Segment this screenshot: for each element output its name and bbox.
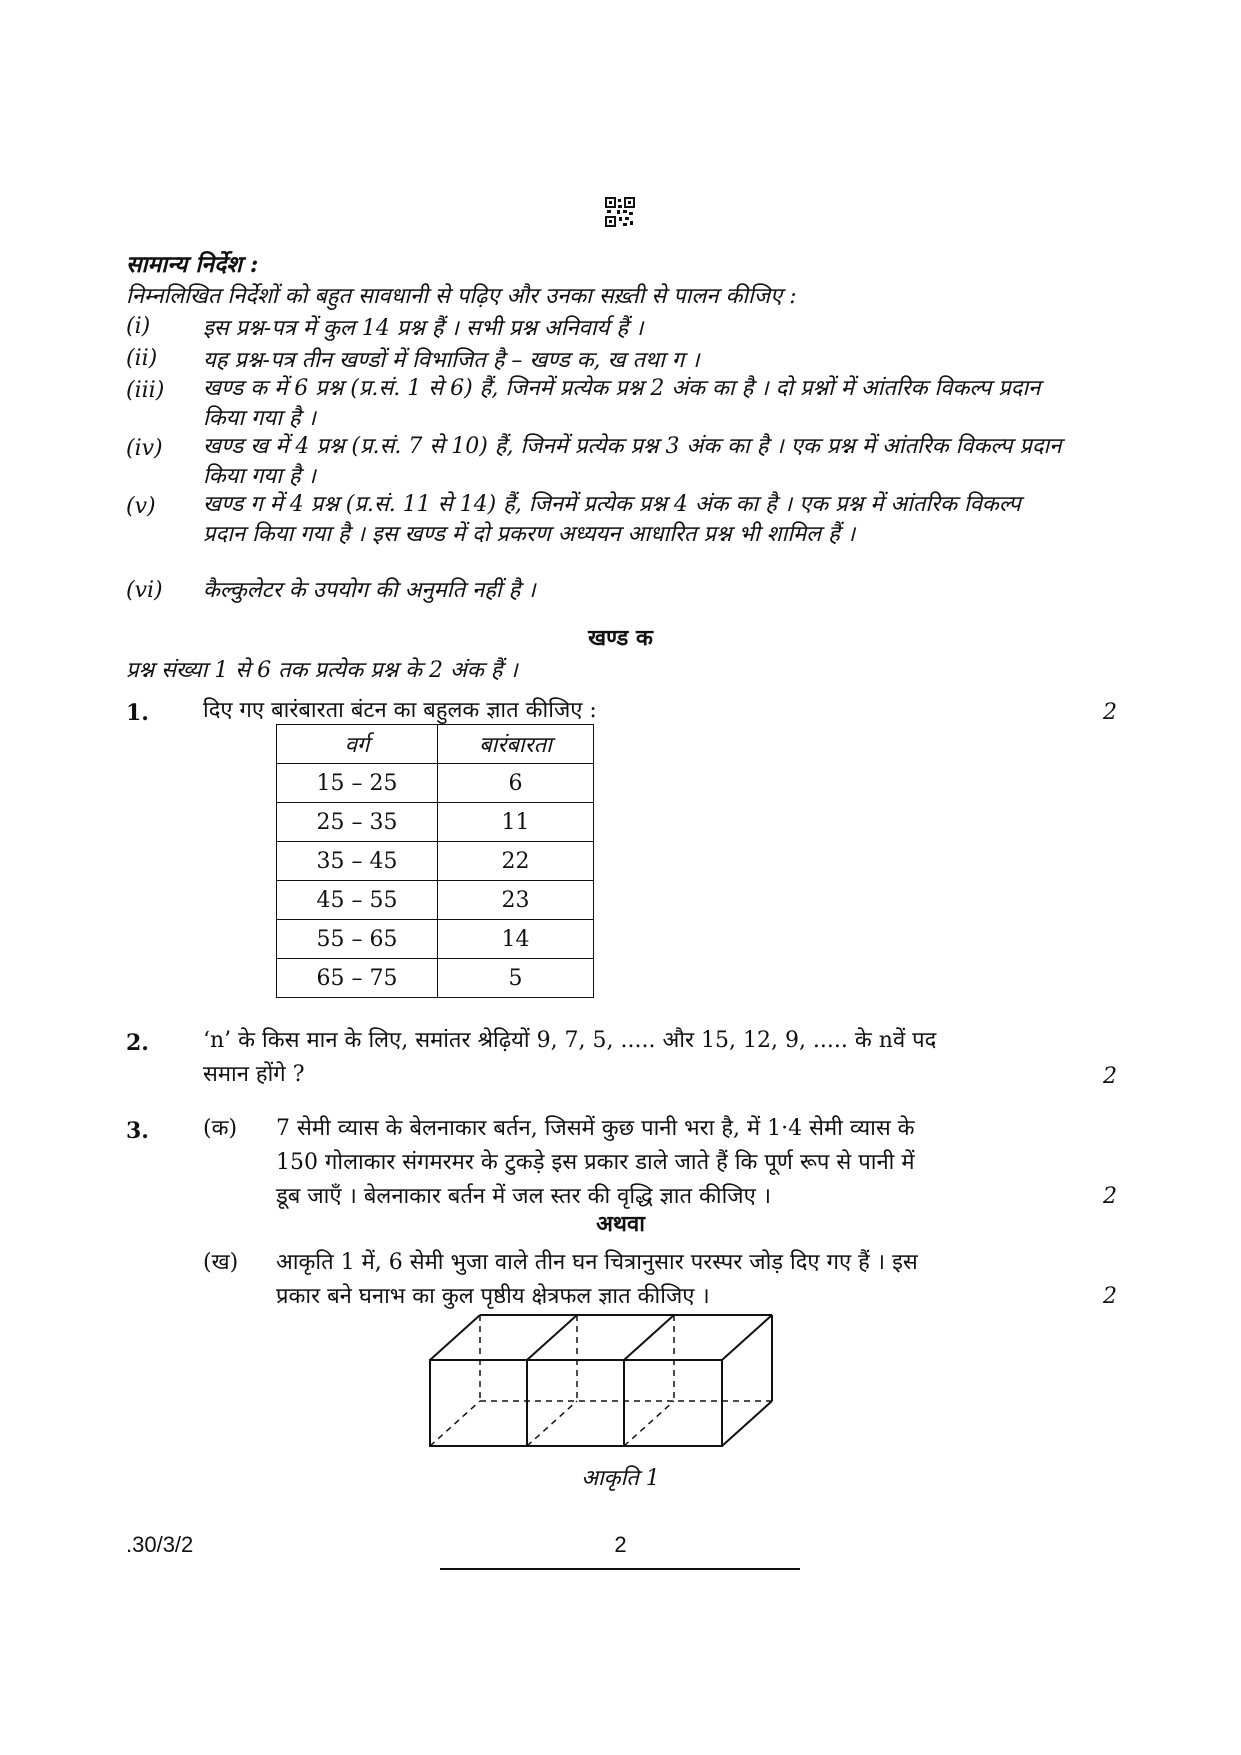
question-text: 150 गोलाकार संगमरमर के टुकड़े इस प्रकार डाले जाते हैं कि पूर्ण रूप से पानी में (276, 1150, 915, 1175)
question-text: आकृति 1 में, 6 सेमी भुजा वाले तीन घन चित्रानुसार परस्पर जोड़ दिए गए हैं । इस (276, 1250, 918, 1275)
table-header: बारंबारता (438, 725, 594, 764)
qr-code-icon (605, 197, 635, 227)
question-text: डूब जाएँ । बेलनाकार बर्तन में जल स्तर की वृद्धि ज्ञात कीजिए । (276, 1184, 772, 1209)
instruction-text: खण्ड क में 6 प्रश्न (प्र.सं. 1 से 6) हैं, जिनमें प्रत्येक प्रश्न 2 अंक का है । दो प्रश्नों में आंतरिक विकल्प प्रदान किया गया है । (203, 376, 1041, 431)
instruction-text: खण्ड ग में 4 प्रश्न (प्र.सं. 11 से 14) हैं, जिनमें प्रत्येक प्रश्न 4 अंक का है । एक प्रश्न में आंतरिक विकल्प प्रदान किया गया है । इस खण्ड में दो प्रकरण अध्ययन आधारित प्रश्न भी शामिल हैं । (203, 492, 1021, 547)
question-marks: 2 (1103, 1064, 1117, 1089)
or-divider: अथवा (596, 1211, 645, 1237)
table-row (277, 920, 594, 959)
table-row (277, 764, 594, 803)
table-header: वर्ग (277, 725, 438, 764)
table-cell: 45 – 55 (277, 881, 438, 920)
cuboid-figure (420, 1300, 820, 1450)
question-marks: 2 (1103, 1184, 1117, 1209)
table-cell: 65 – 75 (277, 959, 438, 998)
footer-rule (440, 1568, 800, 1570)
frequency-table (276, 724, 594, 998)
option-label: (ख) (203, 1250, 239, 1275)
instruction-number: (v) (126, 494, 156, 519)
table-row (277, 842, 594, 881)
paper-code: .30/3/2 (126, 1532, 194, 1557)
question-number: 1. (126, 700, 149, 726)
instruction-number: (iii) (126, 378, 165, 403)
table-cell: 15 – 25 (277, 764, 438, 803)
table-cell: 5 (438, 959, 594, 998)
table-header-row (277, 725, 594, 764)
question-text: समान होंगे ? (203, 1062, 305, 1087)
instruction-text: यह प्रश्न-पत्र तीन खण्डों में विभाजित है – खण्ड क, ख तथा ग । (203, 348, 700, 373)
table-row (277, 881, 594, 920)
table-cell: 11 (438, 803, 594, 842)
table-cell: 55 – 65 (277, 920, 438, 959)
instructions-title: सामान्य निर्देश : (126, 251, 259, 278)
instruction-number: (iv) (126, 436, 163, 461)
table-cell: 14 (438, 920, 594, 959)
table-cell: 23 (438, 881, 594, 920)
question-marks: 2 (1103, 700, 1117, 725)
instruction-text: कैल्कुलेटर के उपयोग की अनुमति नहीं है । (203, 578, 536, 603)
question-text: दिए गए बारंबारता बंटन का बहुलक ज्ञात कीजिए : (203, 698, 597, 723)
instruction-text: इस प्रश्न-पत्र में कुल 14 प्रश्न हैं । सभी प्रश्न अनिवार्य हैं । (203, 316, 644, 341)
question-number: 3. (126, 1118, 149, 1144)
table-cell: 25 – 35 (277, 803, 438, 842)
table-row (277, 803, 594, 842)
section-title: खण्ड क (588, 625, 653, 651)
table-cell: 22 (438, 842, 594, 881)
page-number: 2 (614, 1532, 627, 1557)
instruction-text: खण्ड ख में 4 प्रश्न (प्र.सं. 7 से 10) हैं, जिनमें प्रत्येक प्रश्न 3 अंक का है । एक प्रश्न में आंतरिक विकल्प प्रदान किया गया है । (203, 434, 1062, 489)
section-note: प्रश्न संख्या 1 से 6 तक प्रत्येक प्रश्न के 2 अंक हैं । (126, 658, 518, 683)
question-text: प्रकार बने घनाभ का कुल पृष्ठीय क्षेत्रफल ज्ञात कीजिए । (276, 1284, 710, 1309)
option-label: (क) (203, 1116, 238, 1141)
figure-caption: आकृति 1 (581, 1466, 660, 1491)
table-row (277, 959, 594, 998)
instruction-number: (ii) (126, 346, 158, 371)
instruction-number: (vi) (126, 578, 163, 603)
instruction-number: (i) (126, 314, 151, 339)
instructions-intro: निम्नलिखित निर्देशों को बहुत सावधानी से पढ़िए और उनका सख़्ती से पालन कीजिए : (126, 284, 797, 309)
table-cell: 6 (438, 764, 594, 803)
question-text: 7 सेमी व्यास के बेलनाकार बर्तन, जिसमें कुछ पानी भरा है, में 1·4 सेमी व्यास के (276, 1116, 915, 1141)
question-text: ‘n’ के किस मान के लिए, समांतर श्रेढ़ियों 9, 7, 5, ..... और 15, 12, 9, ..... के nवें पद (203, 1028, 937, 1053)
question-marks: 2 (1103, 1284, 1117, 1309)
question-number: 2. (126, 1030, 149, 1056)
table-cell: 35 – 45 (277, 842, 438, 881)
